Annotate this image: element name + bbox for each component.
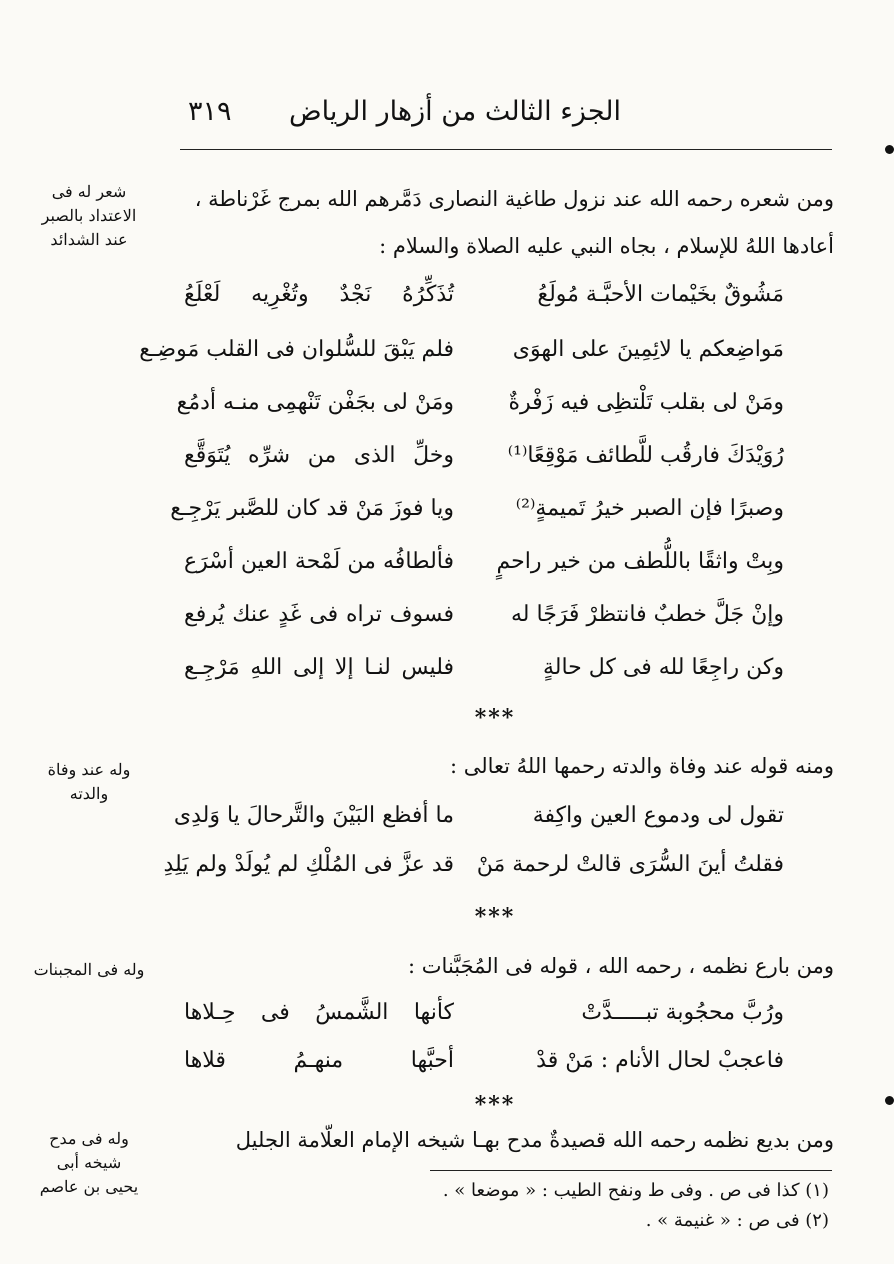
footnote: (٢) فى ص : « غنيمة » .	[645, 1210, 829, 1231]
section-intro-line: ومن شعره رحمه الله عند نزول طاغية النصارى دَمَّرهم الله بمرج غَرْناطة ،	[194, 187, 834, 211]
margin-note-mother	[14, 758, 164, 806]
section-separator: ***	[474, 705, 516, 731]
verse-hemistich-second: كأنها الشَّمسُ فى حِـلاها	[184, 1000, 454, 1025]
footnote-rule	[430, 1170, 832, 1171]
verse-hemistich-first: وكن راجِعًا لله فى كل حالةٍ	[542, 655, 784, 680]
section-separator: ***	[474, 1092, 516, 1118]
margin-note-line: شعر له فى	[51, 182, 127, 201]
verse-hemistich-first: مَواضِعكم يا لائِمِينَ على الهوَى	[512, 337, 784, 362]
verse-hemistich-second: فسوف تراه فى غَدٍ عنك يُرفع	[184, 602, 454, 627]
verse-hemistich-second: ويا فوزَ مَنْ قد كان للصَّبر يَرْجِـع	[170, 496, 454, 521]
margin-note-line: والدته	[69, 784, 109, 803]
verse-hemistich-first: وصبرًا فإن الصبر خيرُ تَميمةٍ⁽²⁾	[515, 496, 784, 521]
margin-note-cheese-pastries	[14, 958, 164, 982]
verse-hemistich-second: فلم يَبْقَ للسُّلوان فى القلب مَوضِـع	[139, 337, 454, 362]
margin-note-line: وله عند وفاة	[47, 760, 131, 779]
edge-ink-mark	[885, 145, 894, 154]
verse-row	[173, 803, 784, 847]
section-intro-line: ومنه قوله عند وفاة والدته رحمها اللهُ تعالى :	[449, 754, 834, 778]
verse-hemistich-first: تقول لى ودموع العين واكِفة	[532, 803, 784, 828]
margin-note-line: الاعتداد بالصبر	[41, 206, 137, 225]
margin-note-line: يحيى بن عاصم	[39, 1177, 139, 1196]
verse-row	[176, 390, 784, 434]
margin-note-patience	[14, 180, 164, 252]
verse-hemistich-first: فاعجبْ لحال الأنام : مَنْ قدْ	[536, 1048, 784, 1073]
verse-row	[184, 602, 784, 646]
verse-row	[184, 1048, 784, 1092]
verse-hemistich-first: ورُبَّ محجُوبة تبـــــدَّتْ	[581, 1000, 784, 1025]
verse-hemistich-first: وبِتْ واثقًا باللُّطف من خير راحمٍ	[496, 549, 784, 574]
verse-row	[139, 337, 784, 381]
verse-row	[184, 443, 784, 487]
verse-row	[163, 852, 784, 896]
margin-note-praise-teacher	[14, 1127, 164, 1199]
verse-row	[170, 496, 784, 540]
verse-hemistich-first: مَشُوقٌ بخَيْمات الأحبَّـة مُولَعُ	[537, 282, 784, 307]
section-intro-line: ومن بديع نظمه رحمه الله قصيدةٌ مدح بهـا شيخه الإمام العلّامة الجليل	[235, 1128, 834, 1152]
running-header-title: الجزء الثالث من أزهار الرياض	[289, 96, 621, 127]
verse-row	[184, 1000, 784, 1044]
section-intro-line: أعادها اللهُ للإسلام ، بجاه النبي عليه الصلاة والسلام :	[379, 234, 834, 258]
verse-row	[184, 549, 784, 593]
verse-hemistich-second: تُذَكِّرُهُ نَجْدٌ وتُغْرِيه لَعْلَعُ	[184, 282, 454, 307]
verse-row	[184, 655, 784, 699]
page-number: ٣١٩	[188, 96, 232, 127]
verse-hemistich-second: فليس لنـا إلا إلى اللهِ مَرْجِـع	[184, 655, 454, 680]
verse-hemistich-first: وإنْ جَلَّ خطبٌ فانتظرْ فَرَجًا له	[511, 602, 784, 627]
verse-hemistich-second: فألطافُه من لَمْحة العين أسْرَع	[184, 549, 454, 574]
margin-note-line: وله فى مدح	[49, 1129, 129, 1148]
footnote: (١) كذا فى ص . وفى ط ونفح الطيب : « موضعا » .	[442, 1180, 829, 1201]
verse-hemistich-first: ومَنْ لى بقلب تَلْتظِى فيه زَفْرةٌ	[508, 390, 784, 415]
verse-row	[184, 282, 784, 326]
verse-hemistich-second: قد عزَّ فى المُلْكِ لم يُولَدْ ولم يَلِدِ	[163, 852, 454, 877]
verse-hemistich-second: ما أفظع البَيْنَ والتَّرحالَ يا وَلدِى	[173, 803, 454, 828]
section-separator: ***	[474, 904, 516, 930]
verse-hemistich-first: فقلتُ أينَ السُّرَى قالتْ لرحمة مَنْ	[476, 852, 784, 877]
edge-ink-mark	[885, 1096, 894, 1105]
verse-hemistich-second: وخلِّ الذى من شرِّه يُتَوَقَّع	[184, 443, 454, 468]
section-intro-line: ومن بارع نظمه ، رحمه الله ، قوله فى المُجَبَّنات :	[408, 954, 834, 978]
verse-hemistich-first: رُوَيْدَكَ فارقُب للَّطائف مَوْقِعًا⁽¹⁾	[507, 443, 784, 468]
verse-hemistich-second: أحبَّها منهـمُ قلاها	[184, 1048, 454, 1073]
margin-note-line: وله فى المجبنات	[33, 960, 145, 979]
margin-note-line: شيخه أبى	[56, 1153, 122, 1172]
margin-note-line: عند الشدائد	[50, 230, 128, 249]
verse-hemistich-second: ومَنْ لى بجَفْن تَنْهمِى منـه أدمُع	[176, 390, 454, 415]
header-rule	[180, 149, 832, 150]
